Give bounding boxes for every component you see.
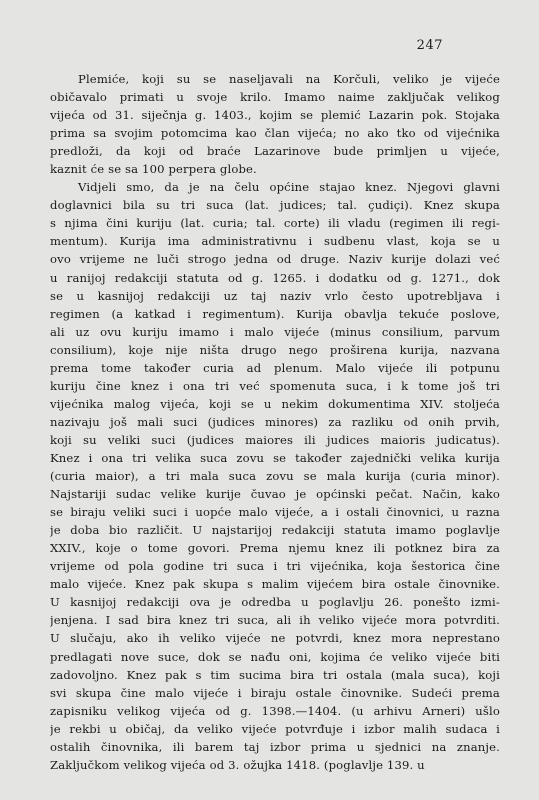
text-line: vijeća od 31. siječnja g. 1403., kojim se plemić Lazarin pok. Stojaka — [50, 108, 500, 123]
paragraph — [50, 70, 500, 178]
text-line: regimen (a katkad i regimentum). Kurija obavlja tekuće poslove, — [50, 306, 500, 321]
text-line: jenjena. I sad bira knez tri suca, ali ih veliko vijeće mora potvrditi. — [50, 613, 500, 628]
text-line: Najstariji sudac velike kurije čuvao je općinski pečat. Način, kako — [50, 487, 500, 502]
text-line: svi skupa čine malo vijeće i biraju ostale činovnike. Sudeći prema — [50, 685, 500, 700]
text-line: zadovoljno. Knez pak s tim sucima bira tri ostala (mala suca), koji — [50, 667, 500, 682]
text-line: zapisniku velikog vijeća od g. 1398.—1404. (u arhivu Arneri) ušlo — [50, 703, 500, 718]
text-line: U slučaju, ako ih veliko vijeće ne potvrdi, knez mora neprestano — [50, 631, 500, 646]
text-line: vrijeme od pola godine tri suca i tri vijećnika, koja šestorica čine — [50, 559, 500, 574]
text-line: kaznit će se sa 100 perpera globe. — [50, 162, 257, 177]
text-line: vijećnika malog vijeća, koji se u nekim dokumentima XIV. stoljeća — [50, 396, 500, 411]
text-line: predloži, da koji od braće Lazarinove bude primljen u vijeće, — [50, 144, 500, 159]
text-line: je doba bio različit. U najstarijoj redakciji statuta imamo poglavlje — [50, 523, 500, 538]
text-line: Zaključkom velikog vijeća od 3. ožujka 1418. (poglavlje 139. u — [50, 757, 425, 772]
text-line: s njima čini kuriju (lat. curia; tal. corte) ili vladu (regimen ili regi- — [50, 216, 500, 231]
text-line: nazivaju još mali suci (judices minores) za razliku od onih prvih, — [50, 414, 500, 429]
text-line: Plemiće, koji su se naseljavali na Korčuli, veliko je vijeće — [78, 72, 500, 86]
text-line: consilium), koje nije ništa drugo nego proširena kurija, nazvana — [50, 342, 500, 357]
text-line: malo vijeće. Knez pak skupa s malim vijećem bira ostale činovnike. — [50, 577, 500, 592]
text-line: se u kasnijoj redakciji uz taj naziv vrlo često upotrebljava i — [50, 288, 500, 303]
text-line: u ranijoj redakciji statuta od g. 1265. i dodatku od g. 1271., dok — [50, 270, 500, 285]
text-line: U kasnijoj redakciji ova je odredba u poglavlju 26. ponešto izmi- — [50, 595, 500, 610]
text-line: ostalih činovnika, ili barem taj izbor prima u sjednici na znanje. — [50, 739, 500, 754]
text-line: kuriju čine knez i ona tri već spomenuta suca, i k tome još tri — [50, 378, 500, 393]
paragraph — [50, 178, 500, 774]
text-line: se biraju veliki suci i uopće malo vijeće, a i ostali činovnici, u razna — [50, 505, 500, 520]
text-line: koji su veliki suci (judices maiores ili judices maioris judicatus). — [50, 432, 500, 447]
text-line: prima sa svojim potomcima kao član vijeća; no ako tko od vijećnika — [50, 126, 500, 141]
text-line: ali uz ovu kuriju imamo i malo vijeće (minus consilium, parvum — [50, 324, 500, 339]
page-number: 247 — [416, 38, 443, 53]
text-line: prema tome također curia ad plenum. Malo vijeće ili potpunu — [50, 360, 500, 375]
text-line: Knez i ona tri velika suca zovu se također zajednički velika kurija — [50, 450, 500, 465]
text-line: mentum). Kurija ima administrativnu i sudbenu vlast, koja se u — [50, 234, 500, 249]
text-line: običavalo primati u svoje krilo. Imamo naime zaključak velikog — [50, 90, 500, 105]
text-line: ovo vrijeme ne luči strogo jedna od druge. Naziv kurije dolazi već — [50, 252, 500, 267]
text-line: Vidjeli smo, da je na čelu općine stajao knez. Njegovi glavni — [78, 180, 500, 195]
text-line: (curia maior), a tri mala suca zovu se mala kurija (curia minor). — [50, 469, 500, 484]
text-line: XXIV., koje o tome govori. Prema njemu knez ili potknez bira za — [50, 541, 500, 556]
body-text — [50, 70, 500, 774]
text-line: je rekbi u običaj, da veliko vijeće potvrđuje i izbor malih sudaca i — [50, 721, 500, 736]
text-line: predlagati nove suce, dok se nađu oni, kojima će veliko vijeće biti — [50, 649, 500, 664]
text-line: doglavnici bila su tri suca (lat. judices; tal. çudiçi). Knez skupa — [50, 198, 500, 213]
